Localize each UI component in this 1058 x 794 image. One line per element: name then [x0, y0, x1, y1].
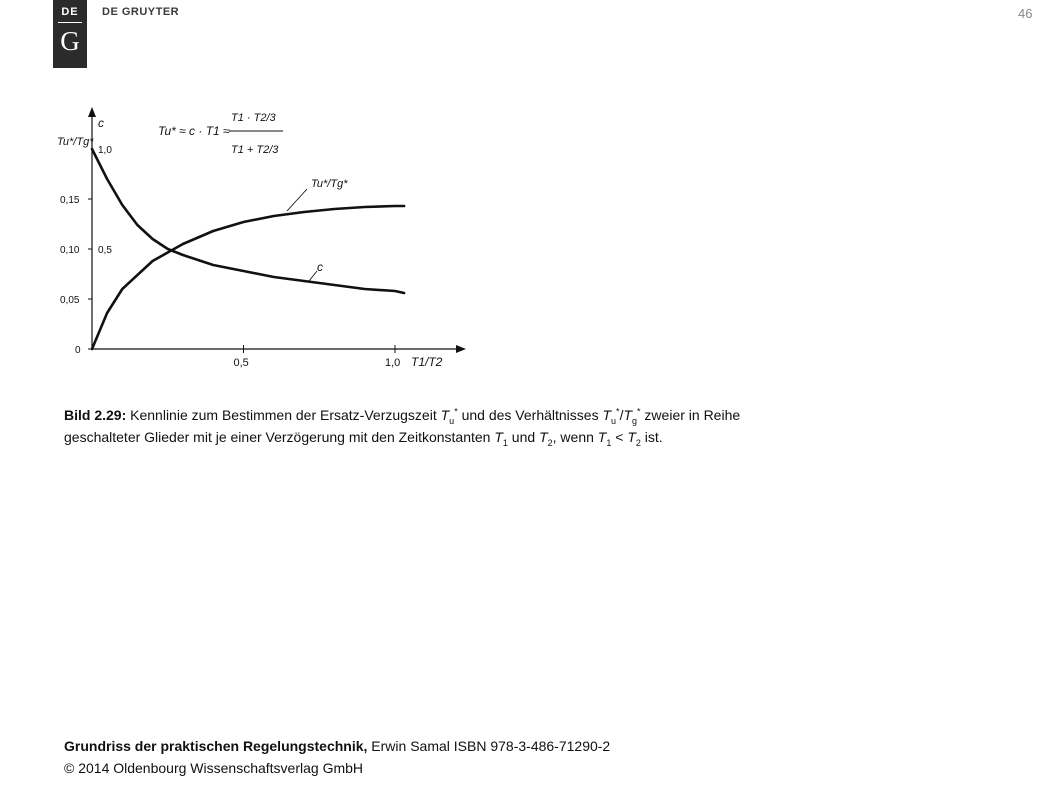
- figure-caption: [64, 404, 864, 448]
- publisher-logo: [53, 0, 87, 68]
- formula-lhs: Tu* ≈ c · T1 ≈: [158, 124, 230, 138]
- caption-and: und: [507, 429, 540, 445]
- logo-bottom-text: G: [60, 26, 80, 56]
- caption-ratio-sub2: g: [632, 415, 638, 426]
- y-tick-label-left: 0: [75, 345, 81, 356]
- logo-divider: [58, 22, 82, 23]
- caption-end: ist.: [640, 429, 663, 445]
- y-axis-arrow: [88, 107, 96, 117]
- footer-citation: [64, 735, 610, 757]
- x-tick-label: 1,0: [385, 357, 401, 369]
- logo-top-text: DE: [61, 6, 79, 18]
- x-axis-arrow: [456, 345, 466, 353]
- curve-label-leader-ratio: [287, 189, 307, 211]
- caption-tu: T: [440, 407, 450, 423]
- curve-label-c: c: [317, 260, 323, 274]
- curves: [92, 149, 404, 349]
- y-tick-label-right: 1,0: [98, 145, 112, 156]
- caption-t1-sub: 1: [502, 437, 508, 448]
- page-footer: [64, 735, 610, 779]
- figure: [55, 93, 475, 388]
- footer-copyright: © 2014 Oldenbourg Wissenschaftsverlag GmbH: [64, 760, 364, 776]
- curve-label-leader-c: [309, 271, 317, 281]
- caption-ratio-sup1: *: [616, 406, 620, 417]
- caption-t1: T: [494, 429, 503, 445]
- curve-label-ratio: Tu*/Tg*: [311, 178, 348, 190]
- y-tick-label-left: 0,05: [60, 295, 80, 306]
- y-tick-label-left: 0,10: [60, 245, 80, 256]
- caption-t2: T: [539, 429, 548, 445]
- caption-lt: <: [611, 429, 628, 445]
- caption-ratio-slash: /: [619, 407, 624, 423]
- caption-t2b-sub: 2: [635, 437, 641, 448]
- page-number: 46: [1018, 6, 1033, 21]
- caption-text-2: und des Verhältnisses: [457, 407, 603, 423]
- caption-t1b: T: [597, 429, 607, 445]
- publisher-name: DE GRUYTER: [102, 6, 180, 18]
- right-axis-label: c: [98, 116, 104, 130]
- x-axis-label: T1/T2: [411, 355, 443, 369]
- ticks: [60, 145, 400, 369]
- y-tick-label-right: 0,5: [98, 245, 112, 256]
- footer-book-title: Grundriss der praktischen Regelungstechnik,: [64, 738, 368, 754]
- caption-ratio-sup2: *: [637, 406, 641, 417]
- caption-t1b-sub: 1: [606, 437, 612, 448]
- y-tick-label-left: 0,15: [60, 195, 80, 206]
- caption-text-3: zweier in Reihe: [640, 407, 741, 423]
- caption-tu-sub: u: [449, 415, 455, 426]
- caption-ratio-t1: T: [602, 407, 612, 423]
- caption-text-1: Kennlinie zum Bestimmen der Ersatz-Verzugszeit: [126, 407, 441, 423]
- caption-t2-sub: 2: [547, 437, 553, 448]
- curve-labels: [287, 178, 348, 281]
- caption-label: Bild 2.29:: [64, 407, 127, 423]
- footer-book-rest: Erwin Samal ISBN 978-3-486-71290-2: [367, 738, 611, 754]
- caption-ratio-t2: T: [623, 407, 633, 423]
- caption-text-5: , wenn: [552, 429, 598, 445]
- caption-t2b: T: [627, 429, 636, 445]
- formula: [158, 112, 283, 156]
- caption-ratio-sub1: u: [611, 415, 617, 426]
- caption-text-4: geschalteter Glieder mit je einer Verzögerung mit den Zeitkonstanten: [64, 429, 495, 445]
- formula-denominator: T1 + T2/3: [231, 144, 279, 156]
- left-axis-label: Tu*/Tg*: [57, 136, 94, 148]
- caption-tu-sup: *: [454, 406, 458, 417]
- x-tick-label: 0,5: [233, 357, 249, 369]
- formula-numerator: T1 · T2/3: [231, 112, 276, 124]
- chart-svg: [55, 93, 475, 383]
